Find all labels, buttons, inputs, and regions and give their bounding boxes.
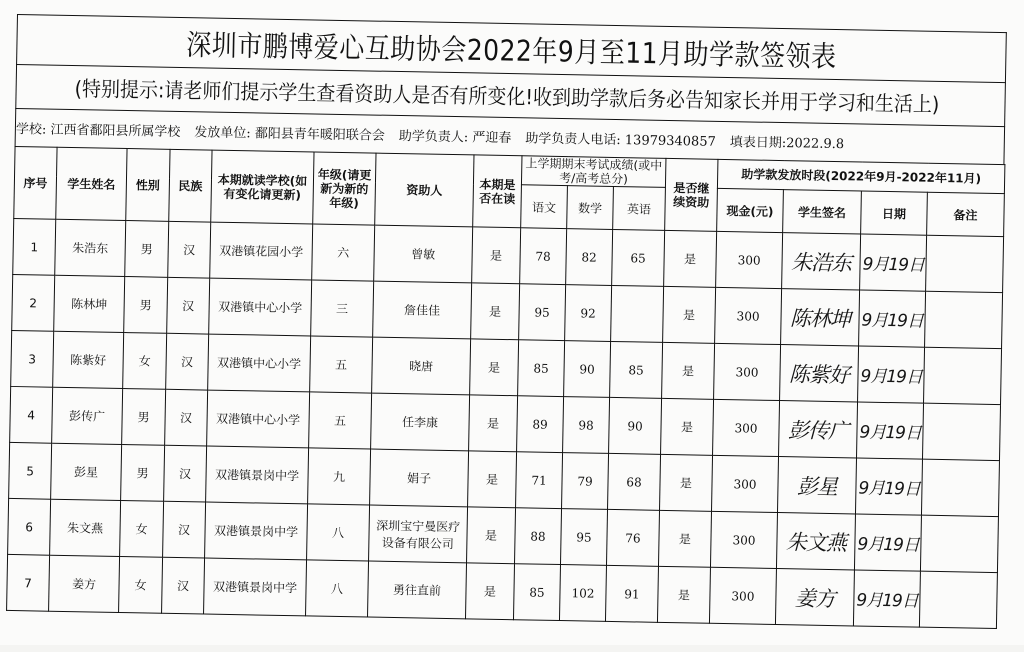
cell-grade: 八 [306,560,369,617]
cell-seq: 3 [11,330,54,387]
cell-ethnicity: 汉 [168,221,211,278]
info-phone: 助学负责人电话: 13979340857 [525,131,716,150]
cell-ethnicity: 汉 [163,501,206,558]
cell-ethnicity: 汉 [165,389,208,446]
header-payment-group: 助学款发放时段(2022年9月-2022年11月) [717,159,1005,193]
cell-signature: 彭星 [777,457,856,514]
cell-english: 65 [612,229,665,286]
header-seq: 序号 [14,146,57,219]
cell-grade: 三 [311,280,374,337]
cell-continue: 是 [657,566,710,623]
header-sponsor: 资助人 [375,153,474,227]
cell-grade: 八 [307,504,370,561]
cell-cash: 300 [712,455,779,512]
cell-math: 90 [564,341,611,398]
cell-sponsor: 娟子 [370,449,469,507]
cell-math: 79 [562,453,609,510]
cell-signature: 彭传广 [779,401,858,458]
cell-chinese: 88 [515,508,562,565]
cell-cash: 300 [714,343,781,400]
cell-seq: 7 [7,554,50,611]
header-date: 日期 [861,191,928,235]
cell-date: 9月19日 [858,346,925,403]
cell-grade: 九 [308,448,371,505]
cell-gender: 女 [120,500,164,557]
cell-name: 朱文燕 [50,499,121,556]
header-name: 学生姓名 [56,147,127,220]
cell-school: 双港镇景岗中学 [204,558,307,616]
cell-remarks [921,459,999,516]
info-issuer: 发放单位: 鄱阳县青年暖阳联合会 [194,125,385,144]
cell-seq: 5 [9,442,52,499]
cell-english: 85 [610,341,663,398]
cell-date: 9月19日 [860,234,927,291]
cell-signature: 姜方 [775,569,854,626]
cell-grade: 五 [310,336,373,393]
cell-continue: 是 [661,398,714,455]
header-grade: 年级(请更新为新的年级) [313,152,376,225]
cell-chinese: 78 [520,228,567,285]
info-school: 学校: 江西省鄱阳县所属学校 [15,122,181,141]
cell-signature: 朱浩东 [782,233,861,290]
cell-continue: 是 [662,342,715,399]
cell-seq: 2 [12,274,55,331]
cell-gender: 男 [122,388,166,445]
cell-gender: 男 [124,277,168,334]
header-english: 英语 [613,186,666,230]
cell-remarks [926,235,1004,292]
cell-cash: 300 [713,399,780,456]
header-gender: 性别 [126,149,170,222]
header-enrolled: 本期是否在读 [473,155,522,228]
cell-english: 91 [605,565,658,622]
cell-math: 95 [561,509,608,566]
cell-cash: 300 [715,287,782,344]
cell-ethnicity: 汉 [166,333,209,390]
cell-continue: 是 [664,230,717,287]
info-manager: 助学负责人: 严迎春 [398,129,512,147]
special-notice: (特别提示:请老师们提示学生查看资助人是否有所变化!收到助学款后务必告知家长并用于学习和生活上) [74,77,940,118]
header-cash: 现金(元) [717,188,784,232]
cell-remarks [920,515,998,572]
header-ethnicity: 民族 [169,149,212,222]
cell-school: 双港镇景岗中学 [205,502,308,560]
cell-math: 98 [563,397,610,454]
cell-cash: 300 [716,231,783,288]
header-signature: 学生签名 [783,190,862,234]
cell-chinese: 85 [518,340,565,397]
cell-sponsor: 晓唐 [372,337,471,395]
cell-seq: 1 [13,218,56,275]
header-math: 数学 [567,186,614,230]
cell-school: 双港镇中心小学 [208,334,311,392]
cell-date: 9月19日 [853,570,920,627]
cell-name: 彭星 [51,443,122,500]
cell-enrolled: 是 [470,339,519,396]
cell-sponsor: 詹佳佳 [373,281,472,339]
cell-chinese: 85 [513,564,560,621]
cell-continue: 是 [658,510,711,567]
cell-chinese: 89 [517,396,564,453]
cell-date: 9月19日 [857,402,924,459]
cell-sponsor: 勇往直前 [368,561,467,619]
cell-name: 彭传广 [52,387,123,444]
cell-name: 姜方 [49,555,120,612]
cell-enrolled: 是 [468,451,517,508]
cell-english: 68 [608,453,661,510]
cell-remarks [924,347,1002,404]
header-school: 本期就读学校(如有变化请更新) [211,150,314,224]
cell-english: 90 [609,397,662,454]
cell-sponsor: 任李康 [371,393,470,451]
header-chinese: 语文 [521,185,568,229]
cell-enrolled: 是 [471,283,520,340]
cell-gender: 女 [119,556,163,613]
cell-math: 102 [559,565,606,622]
cell-signature: 陈紫好 [780,345,859,402]
cell-cash: 300 [709,567,776,624]
header-continue: 是否继续资助 [665,158,718,231]
header-remarks: 备注 [927,192,1005,236]
cell-english: 76 [606,509,659,566]
cell-continue: 是 [660,454,713,511]
cell-date: 9月19日 [854,514,921,571]
cell-school: 双港镇中心小学 [207,390,310,448]
cell-sponsor: 曾敏 [374,225,473,283]
cell-signature: 陈林坤 [781,289,860,346]
cell-gender: 男 [121,444,165,501]
cell-date: 9月19日 [859,290,926,347]
aid-sign-table [6,146,1005,629]
cell-enrolled: 是 [472,227,521,284]
cell-ethnicity: 汉 [162,557,205,614]
info-fill-date: 填表日期:2022.9.8 [729,135,845,153]
cell-name: 陈紫好 [53,331,124,388]
cell-school: 双港镇花园小学 [210,222,313,280]
cell-gender: 女 [123,333,167,390]
cell-math: 82 [566,229,613,286]
cell-remarks [925,291,1003,348]
cell-cash: 300 [710,511,777,568]
form-frame [6,14,1007,652]
header-scores-group: 上学期期末考试成绩(或中考/高考总分) [521,156,666,188]
cell-enrolled: 是 [469,395,518,452]
cell-gender: 男 [125,221,169,278]
cell-chinese: 71 [516,452,563,509]
cell-enrolled: 是 [465,563,514,620]
document-title: 深圳市鹏博爱心互助协会2022年9月至11月助学款签领表 [185,27,837,73]
cell-english [611,285,664,342]
cell-seq: 6 [8,498,51,555]
cell-name: 朱浩东 [55,219,126,276]
cell-seq: 4 [10,386,53,443]
cell-sponsor: 深圳宝宁曼医疗设备有限公司 [369,505,468,563]
cell-grade: 六 [312,224,375,281]
cell-ethnicity: 汉 [167,277,210,334]
cell-continue: 是 [663,286,716,343]
cell-chinese: 95 [519,284,566,341]
cell-signature: 朱文燕 [776,513,855,570]
cell-remarks [919,571,997,628]
cell-enrolled: 是 [467,507,516,564]
cell-name: 陈林坤 [54,275,125,332]
cell-math: 92 [565,285,612,342]
cell-ethnicity: 汉 [164,445,207,502]
cell-date: 9月19日 [855,458,922,515]
cell-school: 双港镇中心小学 [209,278,312,336]
cell-school: 双港镇景岗中学 [206,446,309,504]
cell-remarks [922,403,1000,460]
cell-grade: 五 [309,392,372,449]
